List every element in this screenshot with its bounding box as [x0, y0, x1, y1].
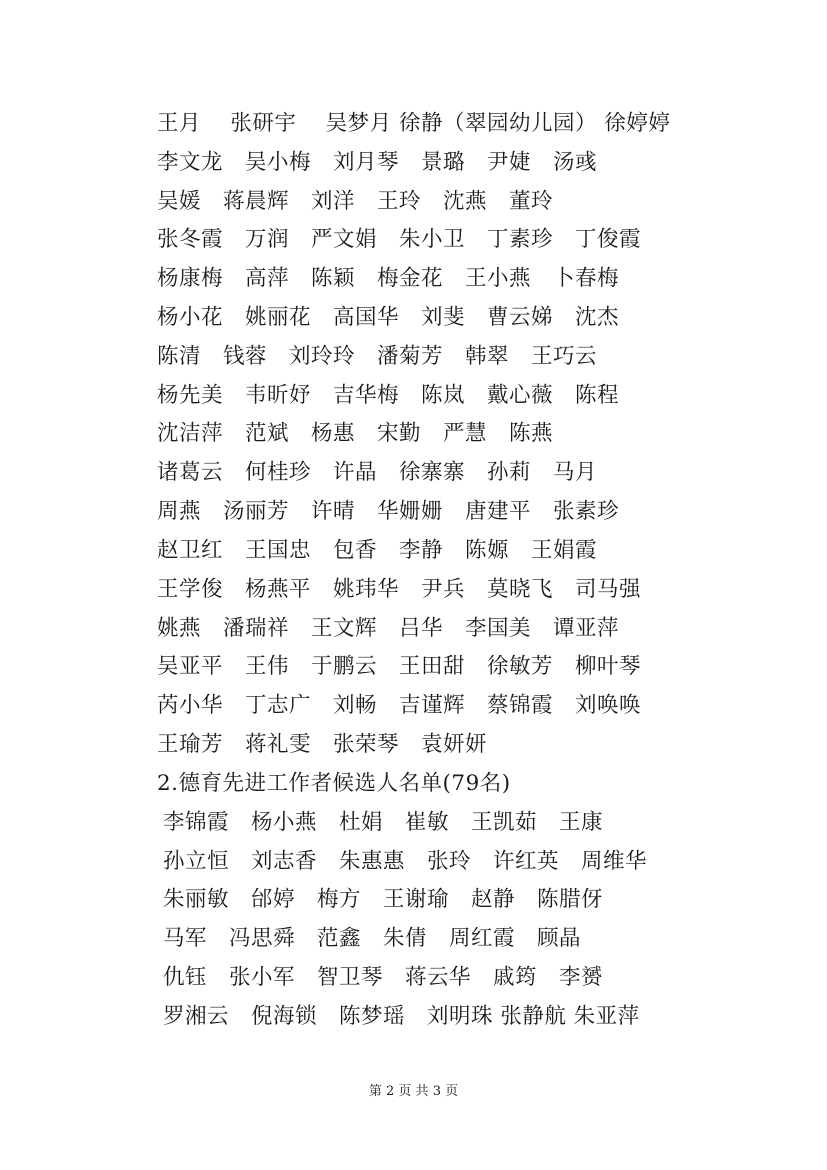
- name-list-line: 吴亚平 王伟 于鹏云 王田甜 徐敏芳 柳叶琴: [157, 654, 642, 679]
- name-list-line: 杨先美 韦昕妤 吉华梅 陈岚 戴心薇 陈程: [157, 383, 620, 408]
- name-list-line: 王月 张研宇 吴梦月 徐静（翠园幼儿园） 徐婷婷: [157, 111, 671, 136]
- name-list-line: 诸葛云 何桂珍 许晶 徐寨寨 孙莉 马月: [157, 460, 598, 485]
- name-list-line: 吴媛 蒋晨辉 刘洋 王玲 沈燕 董玲: [157, 189, 554, 214]
- name-list-line: 陈清 钱蓉 刘玲玲 潘菊芳 韩翠 王巧云: [157, 344, 598, 369]
- name-list-line: 马军 冯思舜 范鑫 朱倩 周红霞 顾晶: [163, 926, 582, 951]
- name-list-line: 周燕 汤丽芳 许晴 华姗姗 唐建平 张素珍: [157, 499, 620, 524]
- name-list-line: 杨小花 姚丽花 高国华 刘斐 曹云娣 沈杰: [157, 305, 620, 330]
- name-list-line: 赵卫红 王国忠 包香 李静 陈嫄 王娟霞: [157, 538, 598, 563]
- section-heading: 2.德育先进工作者候选人名单(79名): [157, 771, 511, 796]
- name-list-line: 罗湘云 倪海锁 陈梦瑶 刘明珠 张静航 朱亚萍: [163, 1004, 640, 1029]
- name-list-line: 孙立恒 刘志香 朱惠惠 张玲 许红英 周维华: [163, 849, 648, 874]
- name-list-line: 芮小华 丁志广 刘畅 吉谨辉 蔡锦霞 刘唤唤: [157, 693, 642, 718]
- page-number: 第 2 页 共 3 页: [368, 1084, 459, 1099]
- name-list-line: 朱丽敏 邰婷 梅方 王谢瑜 赵静 陈腊伢: [163, 887, 604, 912]
- name-list-line: 姚燕 潘瑞祥 王文辉 吕华 李国美 谭亚萍: [157, 616, 620, 641]
- name-list-line: 杨康梅 高萍 陈颖 梅金花 王小燕 卜春梅: [157, 266, 620, 291]
- name-list-line: 李锦霞 杨小燕 杜娟 崔敏 王凯茹 王康: [163, 810, 604, 835]
- name-list-line: 李文龙 吴小梅 刘月琴 景璐 尹婕 汤彧: [157, 150, 598, 175]
- name-list-line: 王学俊 杨燕平 姚玮华 尹兵 莫晓飞 司马强: [157, 577, 642, 602]
- name-list-line: 仇钰 张小军 智卫琴 蒋云华 戚筠 李赟: [163, 965, 604, 990]
- name-list-line: 张冬霞 万润 严文娟 朱小卫 丁素珍 丁俊霞: [157, 227, 642, 252]
- name-list-line: 沈洁萍 范斌 杨惠 宋勤 严慧 陈燕: [157, 421, 554, 446]
- name-list-line: 王瑜芳 蒋礼雯 张荣琴 袁妍妍: [157, 732, 488, 757]
